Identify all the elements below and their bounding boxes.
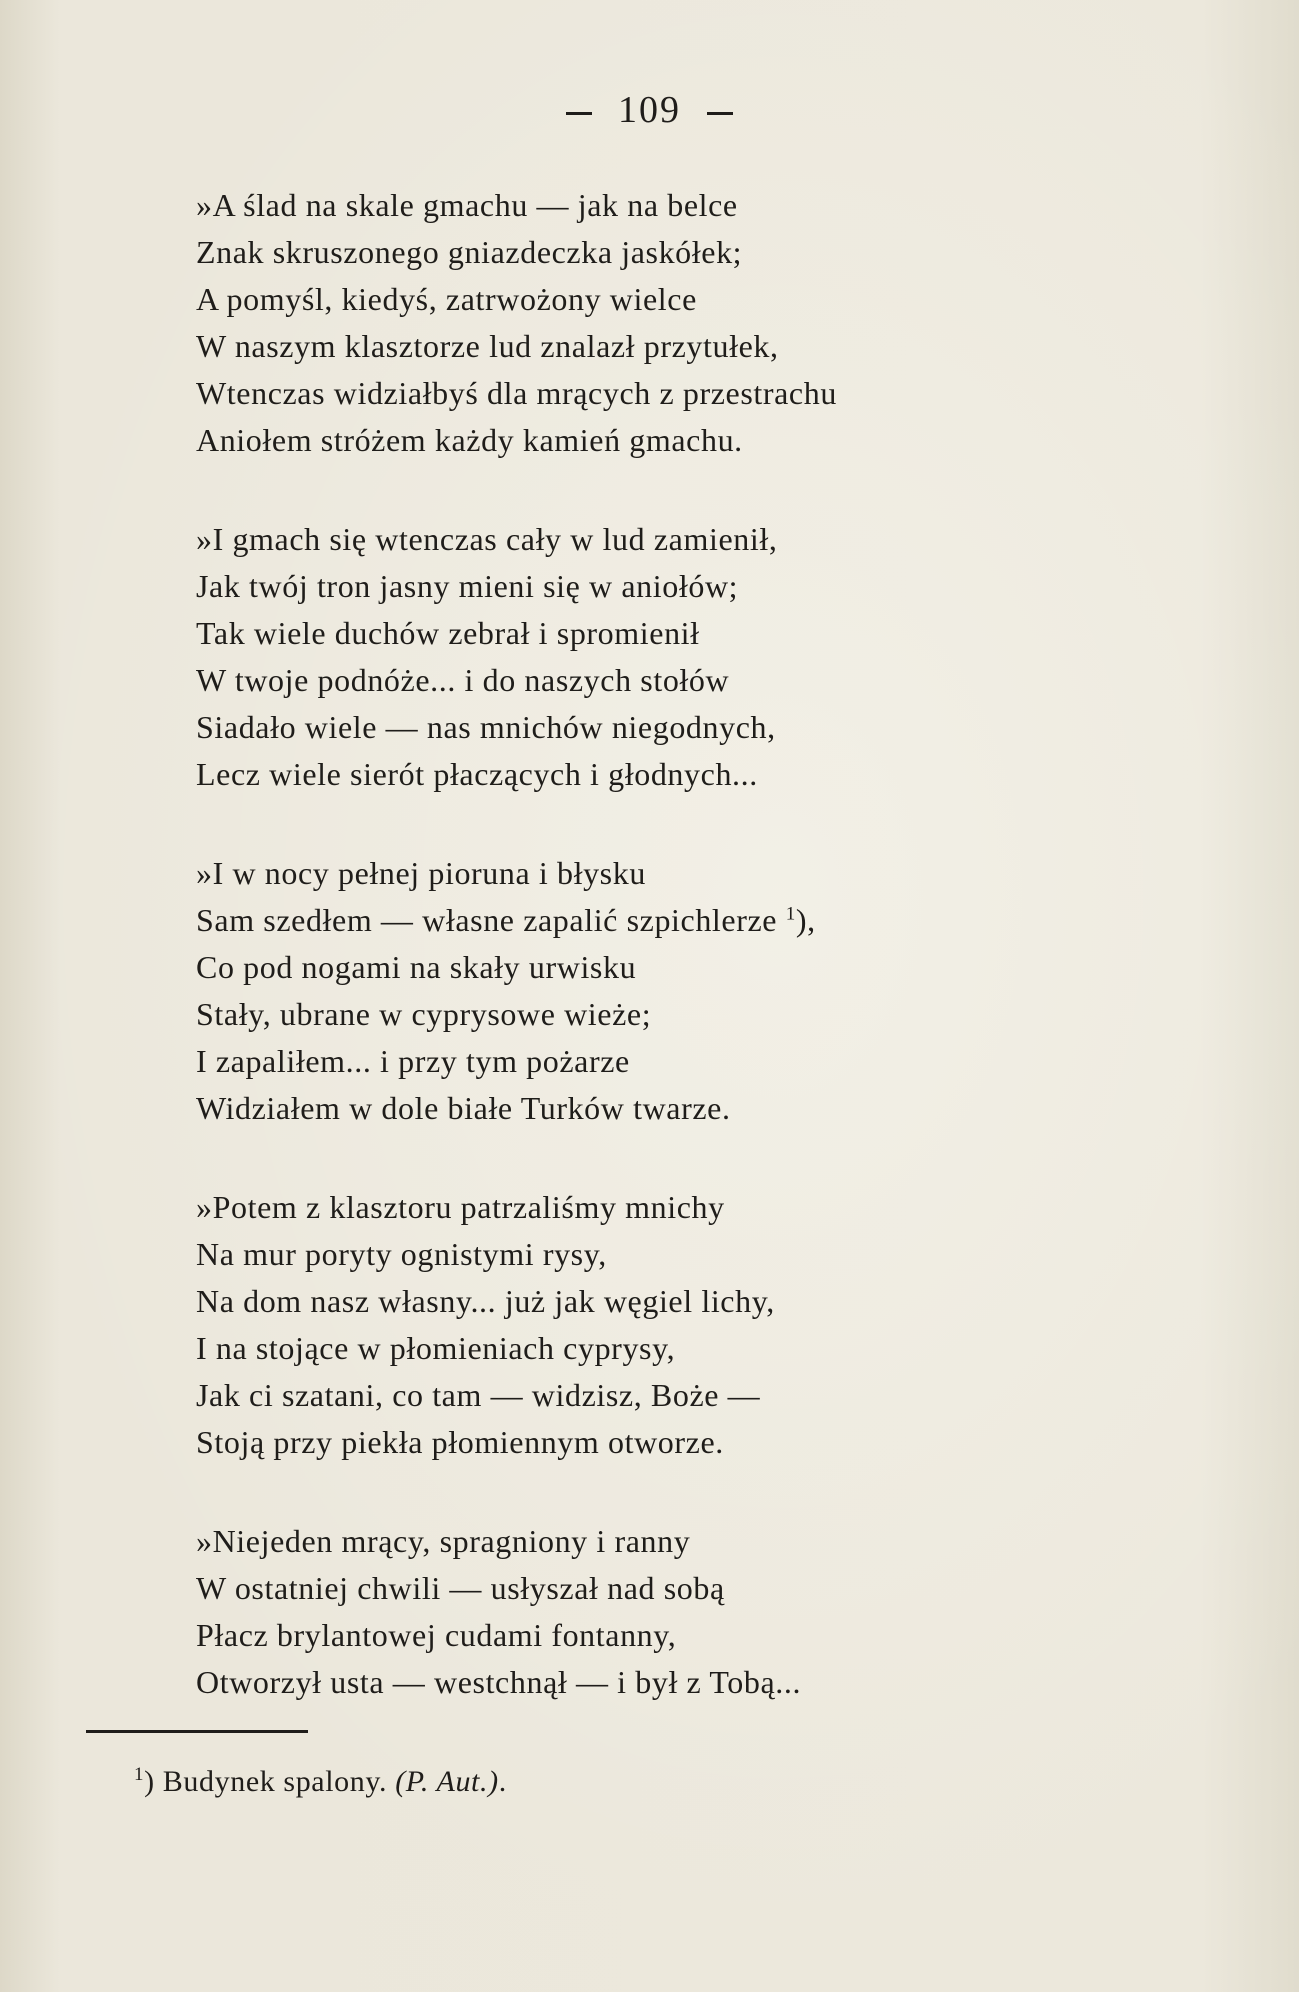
footnote-mark-paren: ) (795, 902, 808, 938)
verse-line: »A ślad na skale gmachu — jak na belce (196, 187, 738, 223)
footnote-number: 1 (134, 1764, 145, 1785)
verse-line: »Potem z klasztoru patrzaliśmy mnichy (196, 1189, 725, 1225)
verse-line: Stoją przy piekła płomiennym otworze. (196, 1424, 724, 1460)
footnote-tail: . (498, 1765, 507, 1798)
verse-line: Jak ci szatani, co tam — widzisz, Boże — (196, 1377, 761, 1413)
page-number-value: 109 (618, 89, 681, 131)
verse-line: Siadało wiele — nas mnichów niegodnych, (196, 709, 776, 745)
page-number-dash-right (707, 112, 733, 115)
verse-line: Otworzył usta — westchnął — i był z Tobą... (196, 1664, 802, 1700)
verse-line: I na stojące w płomieniach cyprysy, (196, 1330, 676, 1366)
page-number-dash-left (566, 112, 592, 115)
footnote-text: Budynek spalony. (154, 1765, 396, 1798)
verse-line: I zapaliłem... i przy tym pożarze (196, 1043, 630, 1079)
verse-line: Widziałem w dole białe Turków twarze. (196, 1090, 731, 1126)
footnote-source: (P. Aut.) (395, 1765, 499, 1798)
footnote-divider (86, 1730, 308, 1733)
footnote-mark: 1 (785, 903, 796, 925)
stanza-5 (196, 1518, 1256, 1706)
page-number (0, 88, 1299, 132)
verse-line: W ostatniej chwili — usłyszał nad sobą (196, 1570, 725, 1606)
verse-line: W twoje podnóże... i do naszych stołów (196, 662, 730, 698)
verse-line: A pomyśl, kiedyś, zatrwożony wielce (196, 281, 697, 317)
verse-line: Lecz wiele sierót płaczących i głodnych... (196, 756, 758, 792)
stanza-3 (196, 850, 1256, 1132)
stanza-2 (196, 516, 1256, 798)
verse-line: Tak wiele duchów zebrał i spromienił (196, 615, 700, 651)
footnote (134, 1765, 507, 1799)
verse-line: »I w nocy pełnej pioruna i błysku (196, 855, 646, 891)
stanza-1 (196, 182, 1256, 464)
verse-tail: , (807, 902, 816, 938)
verse-line: Stały, ubrane w cyprysowe wieże; (196, 996, 652, 1032)
verse-line: Na dom nasz własny... już jak węgiel lichy, (196, 1283, 775, 1319)
footnote-number-paren: ) (144, 1765, 155, 1798)
verse-line: »Niejeden mrący, spragniony i ranny (196, 1523, 691, 1559)
verse-line: »I gmach się wtenczas cały w lud zamienił, (196, 521, 778, 557)
verse-line: Aniołem stróżem każdy kamień gmachu. (196, 422, 743, 458)
verse-line: Co pod nogami na skały urwisku (196, 949, 637, 985)
poem (196, 182, 1256, 1758)
verse-line-with-footnote (196, 897, 1256, 944)
verse-line: Wtenczas widziałbyś dla mrących z przestrachu (196, 375, 837, 411)
verse-line: Płacz brylantowej cudami fontanny, (196, 1617, 677, 1653)
verse-line: Na mur poryty ognistymi rysy, (196, 1236, 607, 1272)
verse-line: Znak skruszonego gniazdeczka jaskółek; (196, 234, 743, 270)
verse-text: Sam szedłem — własne zapalić szpichlerze (196, 902, 778, 938)
stanza-4 (196, 1184, 1256, 1466)
verse-line: Jak twój tron jasny mieni się w aniołów; (196, 568, 739, 604)
verse-line: W naszym klasztorze lud znalazł przytułek, (196, 328, 779, 364)
